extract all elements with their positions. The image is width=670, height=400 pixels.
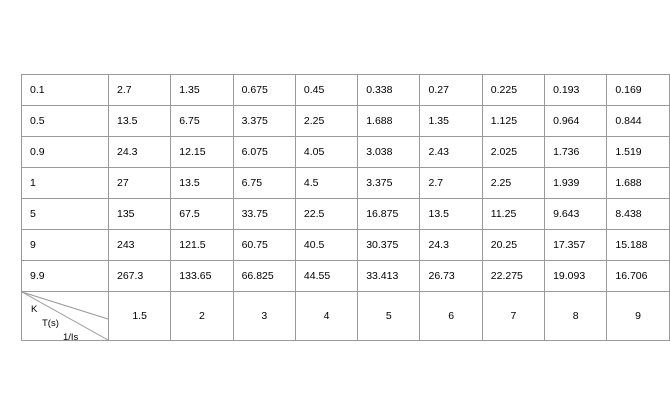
table-cell-row1-col3: 3.375 — [233, 106, 295, 137]
table-cell-row6-col5: 33.413 — [358, 261, 420, 292]
table-row — [22, 261, 670, 292]
table-cell-row2-col5: 3.038 — [358, 137, 420, 168]
table-cell-row1-col8: 0.964 — [545, 106, 607, 137]
table-cell-row4-col7: 11.25 — [482, 199, 544, 230]
table-cell-row4-col5: 16.875 — [358, 199, 420, 230]
table-row — [22, 106, 670, 137]
table-cell-row4-col8: 9.643 — [545, 199, 607, 230]
table-footer-cell-7: 7 — [482, 292, 544, 341]
table-cell-row5-col8: 17.357 — [545, 230, 607, 261]
table-footer-cell-3: 3 — [233, 292, 295, 341]
table-cell-row5-col5: 30.375 — [358, 230, 420, 261]
table-footer-cell-4: 4 — [295, 292, 357, 341]
data-table-container — [21, 74, 648, 343]
table-cell-row2-col7: 2.025 — [482, 137, 544, 168]
table-header-row — [22, 292, 670, 341]
table-cell-row0-col7: 0.225 — [482, 75, 544, 106]
table-cell-row5-col9: 15.188 — [607, 230, 669, 261]
corner-label-1-is: 1/Is — [63, 332, 79, 343]
table-cell-row2-col1: 24.3 — [109, 137, 171, 168]
table-cell-row5-col4: 40.5 — [295, 230, 357, 261]
table-cell-row0-col0: 0.1 — [22, 75, 109, 106]
table-cell-row6-col0: 9.9 — [22, 261, 109, 292]
table-cell-row5-col1: 243 — [109, 230, 171, 261]
table-cell-row5-col6: 24.3 — [420, 230, 482, 261]
table-footer-cell-5: 5 — [358, 292, 420, 341]
corner-label-t: T(s) — [42, 318, 59, 329]
table-footer-cell-8: 8 — [545, 292, 607, 341]
table-cell-row3-col0: 1 — [22, 168, 109, 199]
table-footer-cell-9: 9 — [607, 292, 669, 341]
table-cell-row5-col2: 121.5 — [171, 230, 233, 261]
table-row — [22, 230, 670, 261]
table-cell-row1-col6: 1.35 — [420, 106, 482, 137]
table-cell-row4-col4: 22.5 — [295, 199, 357, 230]
table-cell-row1-col1: 13.5 — [109, 106, 171, 137]
table-cell-row0-col3: 0.675 — [233, 75, 295, 106]
table-cell-row2-col2: 12.15 — [171, 137, 233, 168]
table-cell-row1-col0: 0.5 — [22, 106, 109, 137]
data-table — [21, 74, 670, 341]
table-cell-row3-col9: 1.688 — [607, 168, 669, 199]
table-cell-row1-col9: 0.844 — [607, 106, 669, 137]
table-cell-row4-col1: 135 — [109, 199, 171, 230]
table-cell-row4-col3: 33.75 — [233, 199, 295, 230]
table-cell-row1-col5: 1.688 — [358, 106, 420, 137]
table-footer-cell-2: 2 — [171, 292, 233, 341]
table-cell-row3-col5: 3.375 — [358, 168, 420, 199]
table-row — [22, 137, 670, 168]
table-cell-row5-col3: 60.75 — [233, 230, 295, 261]
table-cell-row0-col4: 0.45 — [295, 75, 357, 106]
corner-label-k: K — [31, 304, 38, 315]
table-cell-row4-col9: 8.438 — [607, 199, 669, 230]
table-cell-row4-col2: 67.5 — [171, 199, 233, 230]
table-cell-row6-col1: 267.3 — [109, 261, 171, 292]
table-cell-row3-col2: 13.5 — [171, 168, 233, 199]
table-row — [22, 199, 670, 230]
table-cell-row3-col3: 6.75 — [233, 168, 295, 199]
table-cell-row0-col2: 1.35 — [171, 75, 233, 106]
table-cell-row2-col3: 6.075 — [233, 137, 295, 168]
table-footer-cell-6: 6 — [420, 292, 482, 341]
table-cell-row3-col4: 4.5 — [295, 168, 357, 199]
table-cell-row2-col0: 0.9 — [22, 137, 109, 168]
table-cell-row6-col8: 19.093 — [545, 261, 607, 292]
table-cell-row2-col4: 4.05 — [295, 137, 357, 168]
table-cell-row0-col8: 0.193 — [545, 75, 607, 106]
table-cell-row3-col6: 2.7 — [420, 168, 482, 199]
table-cell-row6-col6: 26.73 — [420, 261, 482, 292]
table-cell-row1-col2: 6.75 — [171, 106, 233, 137]
table-cell-row0-col9: 0.169 — [607, 75, 669, 106]
table-row — [22, 168, 670, 199]
table-cell-row0-col1: 2.7 — [109, 75, 171, 106]
table-cell-row0-col6: 0.27 — [420, 75, 482, 106]
table-cell-row2-col8: 1.736 — [545, 137, 607, 168]
table-cell-row1-col4: 2.25 — [295, 106, 357, 137]
table-body — [22, 75, 670, 341]
table-cell-row2-col9: 1.519 — [607, 137, 669, 168]
table-cell-row6-col4: 44.55 — [295, 261, 357, 292]
table-cell-row6-col3: 66.825 — [233, 261, 295, 292]
table-cell-row3-col8: 1.939 — [545, 168, 607, 199]
table-cell-row2-col6: 2.43 — [420, 137, 482, 168]
table-cell-row4-col6: 13.5 — [420, 199, 482, 230]
table-cell-row6-col2: 133.65 — [171, 261, 233, 292]
table-cell-row3-col7: 2.25 — [482, 168, 544, 199]
table-cell-row1-col7: 1.125 — [482, 106, 544, 137]
table-cell-row6-col9: 16.706 — [607, 261, 669, 292]
table-cell-row0-col5: 0.338 — [358, 75, 420, 106]
table-cell-row5-col7: 20.25 — [482, 230, 544, 261]
table-cell-row4-col0: 5 — [22, 199, 109, 230]
table-footer-cell-1: 1.5 — [109, 292, 171, 341]
table-cell-row5-col0: 9 — [22, 230, 109, 261]
table-row — [22, 75, 670, 106]
corner-header-cell — [22, 292, 109, 341]
table-cell-row3-col1: 27 — [109, 168, 171, 199]
table-cell-row6-col7: 22.275 — [482, 261, 544, 292]
